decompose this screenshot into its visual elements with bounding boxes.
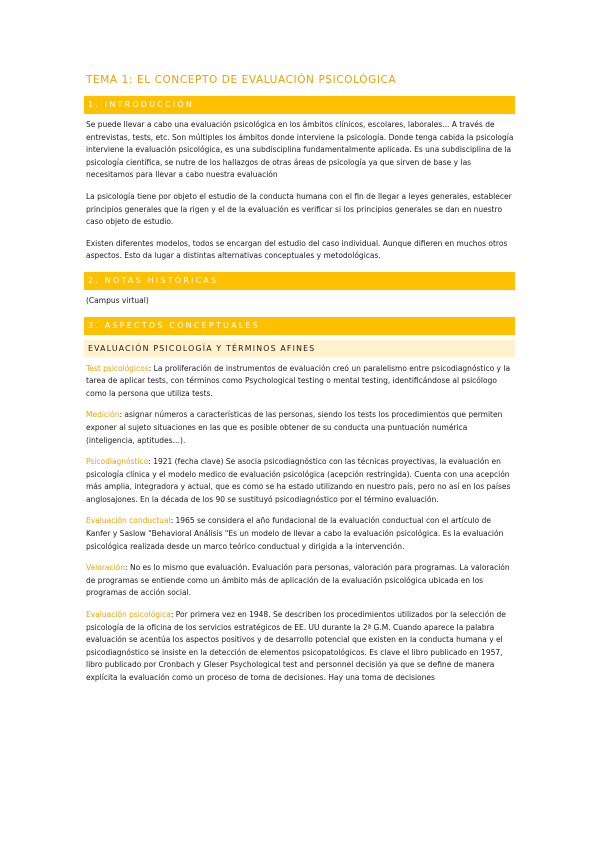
term-paragraph [86,456,515,506]
paragraph: (Campus virtual) [86,295,149,305]
term-label: Medición [86,410,120,420]
term-text: : La proliferación de instrumentos de evaluación creó un paralelismo entre psicodiagnóstico y la tarea de aplicar tests, con términos como Psychological testing o mental testing, identificándose al psicólogo como la persona que utiliza tests. [86,363,511,398]
section-heading-aspectos-conceptuales: 3. ASPECTOS CONCEPTUALES [84,317,515,335]
section-heading-introduccion: 1. INTRODUCCIÓN [84,96,515,114]
term-paragraph [86,515,515,553]
term-label: Evaluación conductual [86,516,171,526]
term-text: : 1965 se considera el año fundacional de la evaluación conductual con el artículo de Kanfer y Saslow "Behavioral Análisis "Es un modelo de llevar a cabo la evaluación psicológica. Es la evaluación psicológica realizada desde un marco teórico conductual y dirigida a la intervención. [86,516,504,551]
subsection-heading: EVALUACIÓN PSICOLOGÍA Y TÉRMINOS AFINES [84,340,515,357]
term-text: : No es lo mismo que evaluación. Evaluación para personas, valoración para programas. La valoración de programas se entiende como un ámbito más de aplicación de la evaluación psicológica ubicada en los programas de acción social. [86,563,510,598]
paragraph: Se puede llevar a cabo una evaluación psicológica en los ámbitos clínicos, escolares, laborales... A través de entrevistas, tests, etc. Son múltiples los ámbitos donde interviene la psicología. Donde tenga cabida la psicología interviene la evaluación psicológica, es una subdisciplina fundamentalmente aplicada. Es una subdisciplina de la psicología científica, se nutre de los hallazgos de otras áreas de psicología ya que sirven de base y las necesitamos para llevar a cabo nuestra evaluación [86,120,514,180]
term-text: : Por primera vez en 1948. Se describen los procedimientos utilizados por la selección de psicología de la oficina de los servicios estratégicos de EE. UU durante la 2ª G.M. Cuando aparece la palabra evaluación se acentúa los aspectos positivos y de desarrollo potencial que existen en la conducta humana y el psicodiagnóstico se insiste en la detección de elementos psicopatológicos. Es clave el libro publicado en 1957, libro publicado por Cronbach y Gleser Psychological test and personnel decisión ya que se define de manera explícita la evaluación como un proceso de toma de decisiones. Hay una toma de decisiones [86,610,506,682]
term-paragraph [86,609,515,685]
section-heading-notas-historicas: 2. NOTAS HISTÓRICAS [84,272,515,290]
term-label: Evaluación psicológica [86,610,171,620]
term-paragraph [86,562,515,600]
paragraph: Existen diferentes modelos, todos se encargan del estudio del caso individual. Aunque difieren en muchos otros aspectos. Esto da lugar a distintas alternativas conceptuales y metodológicas. [86,238,508,261]
paragraph: La psicología tiene por objeto el estudio de la conducta humana con el fin de llegar a leyes generales, establecer principios generales que la rigen y el de la evaluación es verificar si los principios generales se dan en nuestro caso objeto de estudio. [86,191,512,227]
term-paragraph [86,409,515,447]
term-label: Test psicológicos [86,363,149,373]
term-paragraph [86,363,515,401]
term-label: Valoración [86,563,126,573]
term-label: Psicodiagnóstico [86,457,149,467]
term-text: : asignar números a características de las personas, siendo los tests los procedimientos que permiten exponer al sujeto situaciones en las que es posible obtener de su conducta una puntuación numérica (inteligencia, aptitudes…). [86,410,503,445]
term-text: : 1921 (fecha clave) Se asocia psicodiagnóstico con las técnicas proyectivas, la evaluación en psicología clínica y el modelo medico de evaluación psicológica (acepción restringida). Cuenta con una acepción más amplia, integradora y actual, que es como se ha estado utilizando en nuestro país, pero no así en los países anglosajones. En la década de los 90 se sustituyó psicodiagnóstico por el término evaluación. [86,457,511,504]
page-title: TEMA 1: EL CONCEPTO DE EVALUACIÓN PSICOLÓGICA [86,74,397,86]
